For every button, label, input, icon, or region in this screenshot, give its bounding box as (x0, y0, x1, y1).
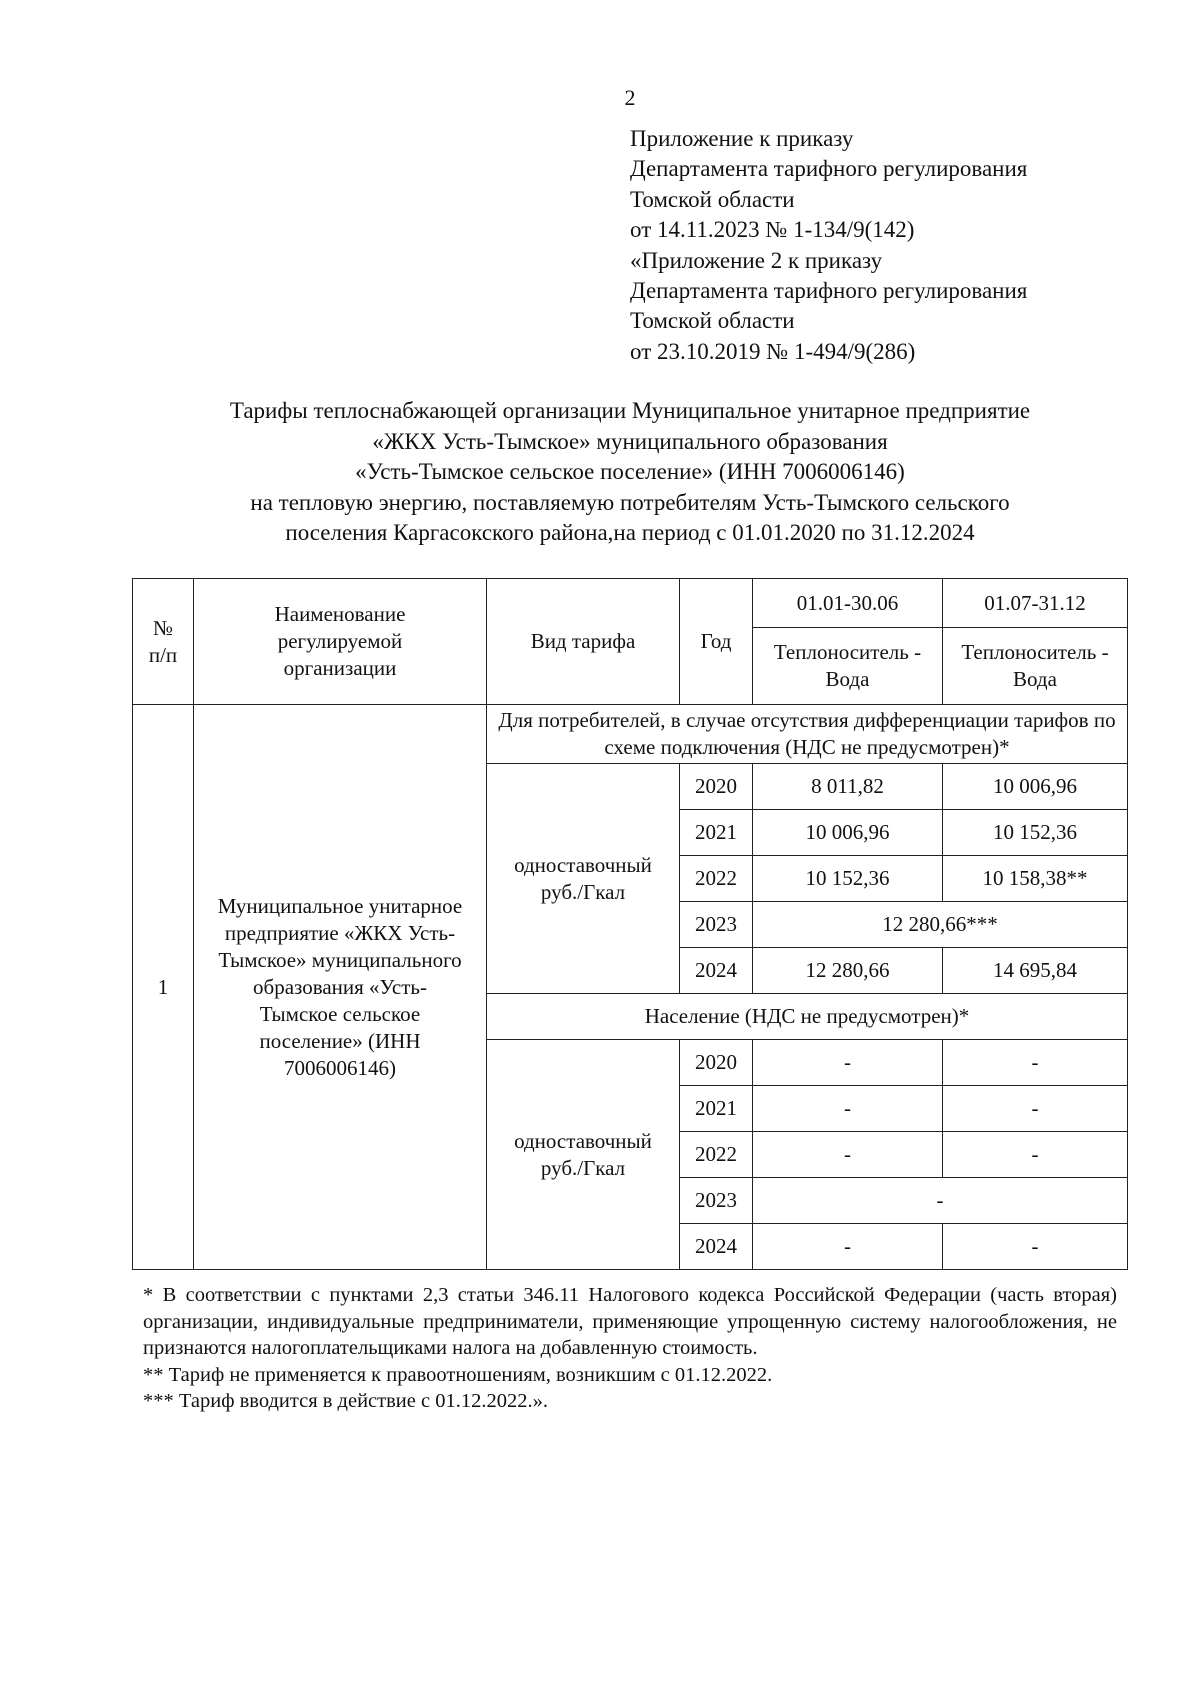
section-label-consumers: Для потребителей, в случае отсутствия дифференциации тарифов по схеме подключения (НДС не предусмотрен)* (487, 705, 1128, 764)
header-org-name: Наименование регулируемой организации (194, 579, 487, 705)
tariff-value: - (943, 1086, 1128, 1132)
tariff-value: 10 006,96 (943, 764, 1128, 810)
year-cell: 2024 (680, 1224, 753, 1270)
tariff-value: - (943, 1224, 1128, 1270)
title-line: «Усть-Тымское сельское поселение» (ИНН 7006006146) (355, 459, 905, 484)
header-row (133, 579, 1128, 628)
appendix-line: от 23.10.2019 № 1-494/9(286) (630, 338, 916, 364)
tariff-table (132, 578, 1128, 1270)
header-period-2: 01.07-31.12 (943, 579, 1128, 628)
section-header-row (133, 705, 1128, 764)
year-cell: 2020 (680, 764, 753, 810)
footnotes (143, 1282, 1117, 1415)
tariff-value: - (753, 1086, 943, 1132)
header-num: № п/п (133, 579, 194, 705)
year-cell: 2021 (680, 1086, 753, 1132)
appendix-line: Томской области (630, 186, 795, 212)
footnote-1: * В соответствии с пунктами 2,3 статьи 346.11 Налогового кодекса Российской Федерации (часть вторая) организации, индивидуальные предприниматели, применяющие упрощенную систему налогообложения, не признаются налогоплательщиками налога на добавленную стоимость. (143, 1284, 1117, 1359)
appendix-block (630, 124, 1027, 367)
year-cell: 2024 (680, 948, 753, 994)
header-year: Год (680, 579, 753, 705)
page-number: 2 (624, 85, 636, 110)
title-line: Тарифы теплоснабжающей организации Муниципальное унитарное предприятие (229, 398, 1031, 423)
year-cell: 2023 (680, 902, 753, 948)
tariff-value: 10 152,36 (753, 856, 943, 902)
tariff-value: 10 152,36 (943, 810, 1128, 856)
title-line: на тепловую энергию, поставляемую потребителям Усть-Тымского сельского (250, 489, 1010, 515)
document-title (120, 396, 1140, 549)
header-tariff-type: Вид тарифа (487, 579, 680, 705)
year-cell: 2022 (680, 1132, 753, 1178)
title-line: поселения Каргасокского района,на период с 01.01.2020 по 31.12.2024 (285, 520, 975, 545)
appendix-line: Департамента тарифного регулирования (630, 278, 1028, 304)
appendix-line: Департамента тарифного регулирования (630, 156, 1028, 182)
footnote-2: ** Тариф не применяется к правоотношениям, возникшим с 01.12.2022. (143, 1363, 773, 1386)
tariff-value: - (943, 1040, 1128, 1086)
tariff-value: 8 011,82 (753, 764, 943, 810)
tariff-value: - (943, 1132, 1128, 1178)
appendix-line: «Приложение 2 к приказу (630, 247, 883, 273)
header-period-1: 01.01-30.06 (753, 579, 943, 628)
appendix-line: от 14.11.2023 № 1-134/9(142) (630, 217, 915, 243)
tariff-value-merged: - (753, 1178, 1128, 1224)
tariff-value: - (753, 1224, 943, 1270)
title-line: «ЖКХ Усть-Тымское» муниципального образования (372, 428, 888, 454)
row-number: 1 (133, 705, 194, 1270)
year-cell: 2023 (680, 1178, 753, 1224)
tariff-value: 10 006,96 (753, 810, 943, 856)
header-carrier-1: Теплоноситель - Вода (753, 628, 943, 705)
year-cell: 2020 (680, 1040, 753, 1086)
tariff-value: - (753, 1132, 943, 1178)
year-cell: 2021 (680, 810, 753, 856)
appendix-line: Томской области (630, 308, 795, 334)
header-carrier-2: Теплоноситель - Вода (943, 628, 1128, 705)
tariff-type: одноставочный руб./Гкал (487, 1040, 680, 1270)
tariff-value: 14 695,84 (943, 948, 1128, 994)
tariff-value: - (753, 1040, 943, 1086)
year-cell: 2022 (680, 856, 753, 902)
tariff-type: одноставочный руб./Гкал (487, 764, 680, 994)
tariff-value: 10 158,38** (943, 856, 1128, 902)
tariff-value-merged: 12 280,66*** (753, 902, 1128, 948)
footnote-3: *** Тариф вводится в действие с 01.12.2022.». (143, 1390, 548, 1412)
appendix-line: Приложение к приказу (630, 126, 854, 151)
tariff-value: 12 280,66 (753, 948, 943, 994)
organization-name: Муниципальное унитарное предприятие «ЖКХ Усть-Тымское» муниципального образования «Усть-Тымское сельское поселение» (ИНН 7006006146) (194, 705, 487, 1270)
section-label-population: Население (НДС не предусмотрен)* (487, 994, 1128, 1040)
